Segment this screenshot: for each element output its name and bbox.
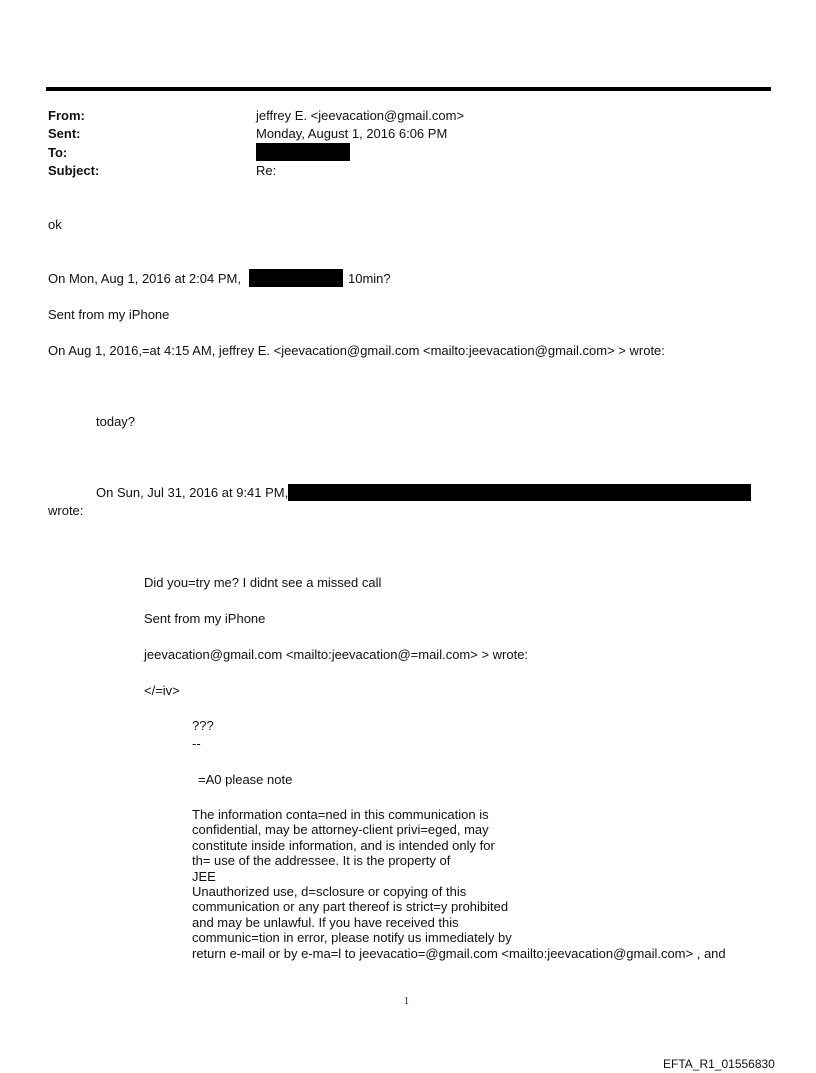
disclaimer-line: constitute inside information, and is intended only for	[192, 837, 495, 853]
did-you-text: Did you=try me? I didnt see a missed call	[144, 575, 382, 590]
page-number: 1	[404, 996, 409, 1007]
disclaimer-line: return e-mail or by e-ma=l to jeevacatio=@gmail.com <mailto:jeevacation@gmail.com> , and	[192, 945, 726, 961]
sent-label: Sent:	[48, 126, 81, 141]
disclaimer-line: th= use of the addressee. It is the property of	[192, 853, 451, 869]
from-value: jeffrey E. <jeevacation@gmail.com>	[256, 108, 465, 123]
quote4-line: jeevacation@gmail.com <mailto:jeevacation@=mail.com> > wrote:	[144, 647, 529, 662]
disclaimer-line: communication or any part thereof is strict=y prohibited	[192, 899, 509, 915]
to-label: To:	[48, 145, 68, 160]
header-rule	[46, 87, 771, 91]
reply-text: ok	[48, 217, 62, 232]
div-tag-text: </=iv>	[144, 683, 180, 698]
disclaimer-block	[192, 807, 726, 961]
sent-from-iphone-1: Sent from my iPhone	[48, 307, 170, 322]
quote3-wrote: wrote:	[48, 503, 84, 518]
to-redaction	[256, 143, 350, 161]
footer-document-id: EFTA_R1_01556830	[663, 1057, 775, 1071]
subject-label: Subject:	[48, 163, 100, 178]
disclaimer-line: The information conta=ned in this communication is	[192, 807, 489, 822]
disclaimer-line: Unauthorized use, d=sclosure or copying of this	[192, 884, 467, 900]
today-text: today?	[96, 414, 136, 429]
disclaimer-line: confidential, may be attorney-client privi=eged, may	[192, 822, 489, 838]
from-label: From:	[48, 108, 85, 123]
quote1-prefix: On Mon, Aug 1, 2016 at 2:04 PM,	[48, 271, 241, 286]
quote3-prefix: On Sun, Jul 31, 2016 at 9:41 PM,	[96, 485, 289, 500]
disclaimer-line: and may be unlawful. If you have received this	[192, 914, 459, 930]
quote3-redaction	[288, 484, 751, 501]
quote2-line: On Aug 1, 2016,=at 4:15 AM, jeffrey E. <jeevacation@gmail.com <mailto:jeevacation@gmail.com> > wrote:	[48, 343, 665, 358]
sent-value: Monday, August 1, 2016 6:06 PM	[256, 126, 448, 141]
quote1-redaction	[249, 269, 343, 287]
please-note: =A0 please note	[198, 772, 293, 787]
disclaimer-line: JEE	[192, 868, 216, 884]
subject-value: Re:	[256, 163, 277, 178]
signature-dashes: --	[192, 736, 201, 751]
quote1-suffix: 10min?	[348, 271, 391, 286]
disclaimer-line: communic=tion in error, please notify us immediately by	[192, 930, 512, 946]
sent-from-iphone-2: Sent from my iPhone	[144, 611, 266, 626]
question-marks: ???	[192, 718, 214, 733]
